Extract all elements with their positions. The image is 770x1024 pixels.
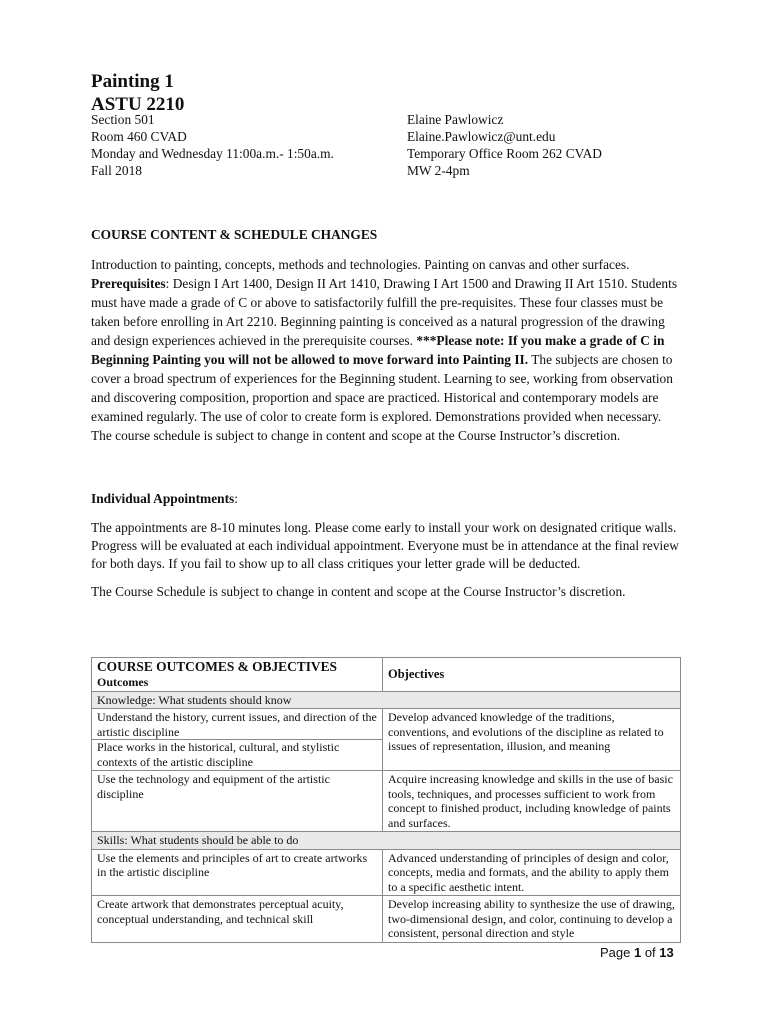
table-row — [92, 709, 681, 771]
skills-band: Skills: What students should be able to do — [92, 832, 681, 850]
course-days-time: Monday and Wednesday 11:00a.m.- 1:50a.m. — [91, 146, 334, 161]
outcome-text: Place works in the historical, cultural, and stylistic contexts of the artistic discipline — [92, 739, 382, 769]
objectives-column-header: Objectives — [388, 667, 445, 681]
instructor-office: Temporary Office Room 262 CVAD — [407, 146, 602, 161]
appointments-heading — [91, 491, 238, 507]
page-word: Page — [600, 945, 634, 960]
outcome-text: Understand the history, current issues, and direction of the artistic discipline — [97, 710, 377, 739]
prereq-label: Prerequisites — [91, 276, 166, 291]
appointments-paragraph: The appointments are 8-10 minutes long. Please come early to install your work on designated critique walls. Progress will be evaluated at each individual appointment. Everyone must be in attendance at the final review for both days. If you fail to show up to all class critiques your letter grade will be deducted. — [91, 520, 679, 571]
course-room: Room 460 CVAD — [91, 129, 187, 144]
objective-cell: Develop advanced knowledge of the traditions, conventions, and evolutions of the discipline as related to issues of representation, illusion, and meaning — [383, 709, 681, 771]
content-heading: COURSE CONTENT & SCHEDULE CHANGES — [91, 227, 378, 242]
course-info — [91, 111, 334, 179]
appointments-heading-text: Individual Appointments — [91, 491, 235, 506]
knowledge-band: Knowledge: What students should know — [92, 691, 681, 709]
course-term: Fall 2018 — [91, 163, 142, 178]
objective-cell: Develop increasing ability to synthesize the use of drawing, two-dimensional design, and color, continuing to develop a consistent, personal direction and style — [383, 896, 681, 943]
table-header-row — [92, 658, 681, 692]
grade-note: ***Please note: If you make a grade of C in Beginning Painting you will not be allowed to move forward into Painting II. — [91, 333, 665, 367]
page-current: 1 — [633, 945, 642, 960]
course-title-name: Painting 1 — [91, 71, 174, 92]
instructor-email: Elaine.Pawlowicz@unt.edu — [407, 129, 556, 144]
page-total: 13 — [659, 945, 674, 960]
table-row — [92, 849, 681, 896]
instructor-name: Elaine Pawlowicz — [407, 112, 504, 127]
outcomes-header-cell — [92, 658, 383, 692]
content-intro: Introduction to painting, concepts, methods and technologies. Painting on canvas and other surfaces. — [91, 257, 630, 272]
schedule-note: The Course Schedule is subject to change in content and scope at the Course Instructor’s discretion. — [91, 584, 626, 599]
instructor-hours: MW 2-4pm — [407, 163, 470, 178]
outcome-cell — [92, 709, 383, 771]
outcome-cell: Use the technology and equipment of the artistic discipline — [92, 771, 383, 832]
outcomes-column-header: Outcomes — [97, 675, 149, 689]
appointments-heading-colon: : — [234, 491, 238, 506]
objective-cell: Acquire increasing knowledge and skills in the use of basic tools, techniques, and processes sufficient to work from concept to finished product, including knowledge of paints and surfaces. — [383, 771, 681, 832]
instructor-info — [407, 111, 602, 179]
page-of-word: of — [641, 945, 660, 960]
table-row — [92, 896, 681, 943]
page-number — [600, 945, 674, 960]
content-paragraph — [91, 255, 681, 445]
knowledge-band-row — [92, 691, 681, 709]
outcomes-table — [91, 657, 681, 943]
outcome-cell: Use the elements and principles of art to create artworks in the artistic discipline — [92, 849, 383, 896]
course-section: Section 501 — [91, 112, 155, 127]
table-row — [92, 771, 681, 832]
objective-cell: Advanced understanding of principles of design and color, concepts, media and formats, and the ability to apply them to a specific aesthetic intent. — [383, 849, 681, 896]
objectives-header-cell — [383, 658, 681, 692]
course-title — [91, 70, 184, 116]
table-title: COURSE OUTCOMES & OBJECTIVES — [97, 659, 337, 674]
outcome-cell: Create artwork that demonstrates perceptual acuity, conceptual understanding, and technical skill — [92, 896, 383, 943]
content-rest: The subjects are chosen to cover a broad spectrum of experiences for the Beginning student. Learning to see, working from observation and discovering composition, proportion and space are practiced. Historical and contemporary models are examined regularly. The use of color to create form is explored. Demonstrations provided when necessary. The course schedule is subject to change in content and scope at the Course Instructor’s discretion. — [91, 352, 673, 443]
course-title-code: ASTU 2210 — [91, 94, 185, 115]
prereq-text: : Design I Art 1400, Design II Art 1410, Drawing I Art 1500 and Drawing II Art 1510. Students must have made a grade of C or above to satisfactorily fulfill the pre-requisites. These four classes must be taken before enrolling in Art 2210. Beginning painting is conceived as a natural progression of the drawing and design experiences achieved in the prerequisite courses. — [91, 276, 678, 348]
skills-band-row — [92, 832, 681, 850]
